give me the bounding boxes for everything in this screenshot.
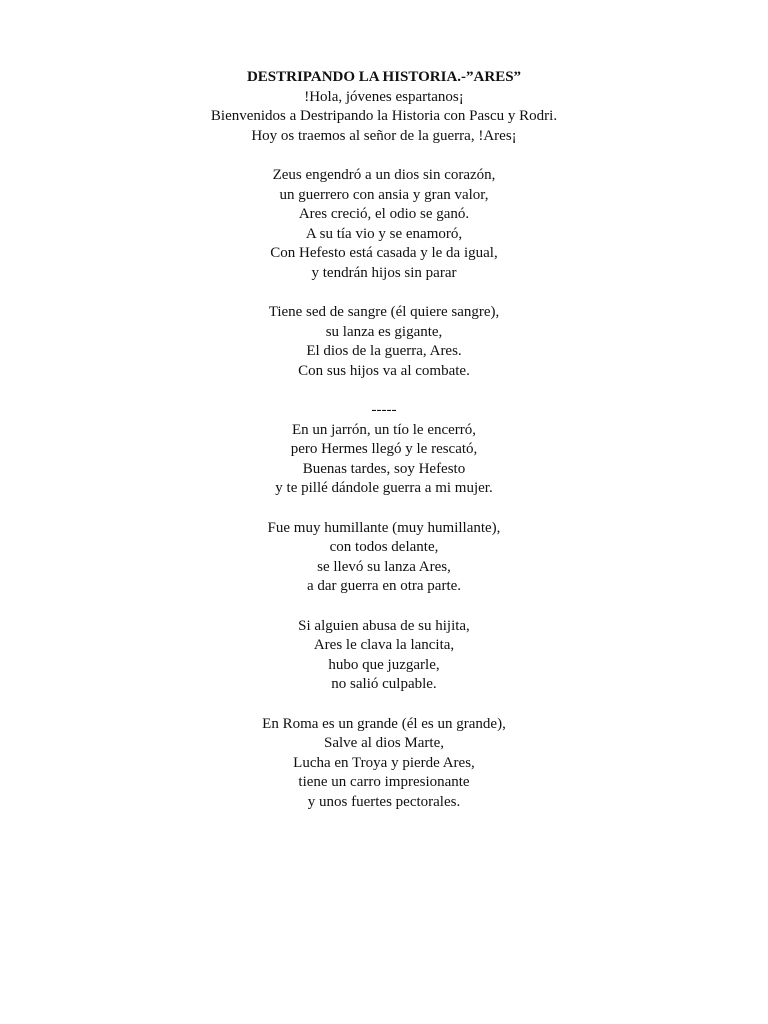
verse-line: En Roma es un grande (él es un grande), — [262, 715, 506, 732]
stanza-2 — [0, 303, 768, 381]
verse-line: Con sus hijos va al combate. — [298, 362, 470, 379]
verse-line: En un jarrón, un tío le encerró, — [291, 421, 477, 438]
verse-line: Lucha en Troya y pierde Ares, — [293, 754, 475, 771]
verse-line: El dios de la guerra, Ares. — [306, 343, 462, 360]
document-title: DESTRIPANDO LA HISTORIA.-”ARES” — [246, 69, 522, 85]
verse-line: y tendrán hijos sin parar — [311, 264, 457, 281]
verse-line: no salió culpable. — [331, 676, 437, 693]
verse-line: Ares creció, el odio se ganó. — [298, 206, 470, 223]
verse-line: Buenas tardes, soy Hefesto — [302, 460, 466, 477]
verse-line: y unos fuertes pectorales. — [307, 793, 461, 810]
stanza-1 — [0, 166, 768, 284]
verse-line: Tiene sed de sangre (él quiere sangre), — [268, 304, 500, 321]
verse-line: a dar guerra en otra parte. — [306, 578, 462, 595]
verse-line: Fue muy humillante (muy humillante), — [267, 519, 501, 536]
intro-block — [0, 68, 768, 146]
verse-line: Salve al dios Marte, — [324, 735, 444, 752]
verse-line: pero Hermes llegó y le rescató, — [290, 441, 478, 458]
stanza-4 — [0, 519, 768, 597]
intro-line: !Hola, jóvenes espartanos¡ — [304, 88, 464, 105]
verse-line: Zeus engendró a un dios sin corazón, — [272, 166, 496, 183]
verse-line: con todos delante, — [329, 539, 439, 556]
verse-line: y te pillé dándole guerra a mi mujer. — [275, 480, 493, 497]
verse-line: A su tía vio y se enamoró, — [305, 225, 463, 242]
verse-line: Con Hefesto está casada y le da igual, — [270, 245, 498, 262]
stanza-5 — [0, 617, 768, 695]
verse-line: hubo que juzgarle, — [328, 656, 440, 673]
stanza-6 — [0, 715, 768, 813]
intro-line: Bienvenidos a Destripando la Historia con Pascu y Rodri. — [210, 108, 558, 125]
verse-line: un guerrero con ansia y gran valor, — [279, 186, 489, 203]
verse-line: Si alguien abusa de su hijita, — [298, 617, 470, 634]
verse-line: tiene un carro impresionante — [298, 774, 470, 791]
intro-line: Hoy os traemos al señor de la guerra, !Ares¡ — [251, 127, 517, 144]
verse-line: su lanza es gigante, — [325, 323, 443, 340]
section-divider: ----- — [371, 402, 397, 419]
document-page — [0, 68, 768, 832]
stanza-3 — [0, 401, 768, 499]
verse-line: Ares le clava la lancita, — [313, 637, 455, 654]
verse-line: se llevó su lanza Ares, — [317, 558, 451, 575]
